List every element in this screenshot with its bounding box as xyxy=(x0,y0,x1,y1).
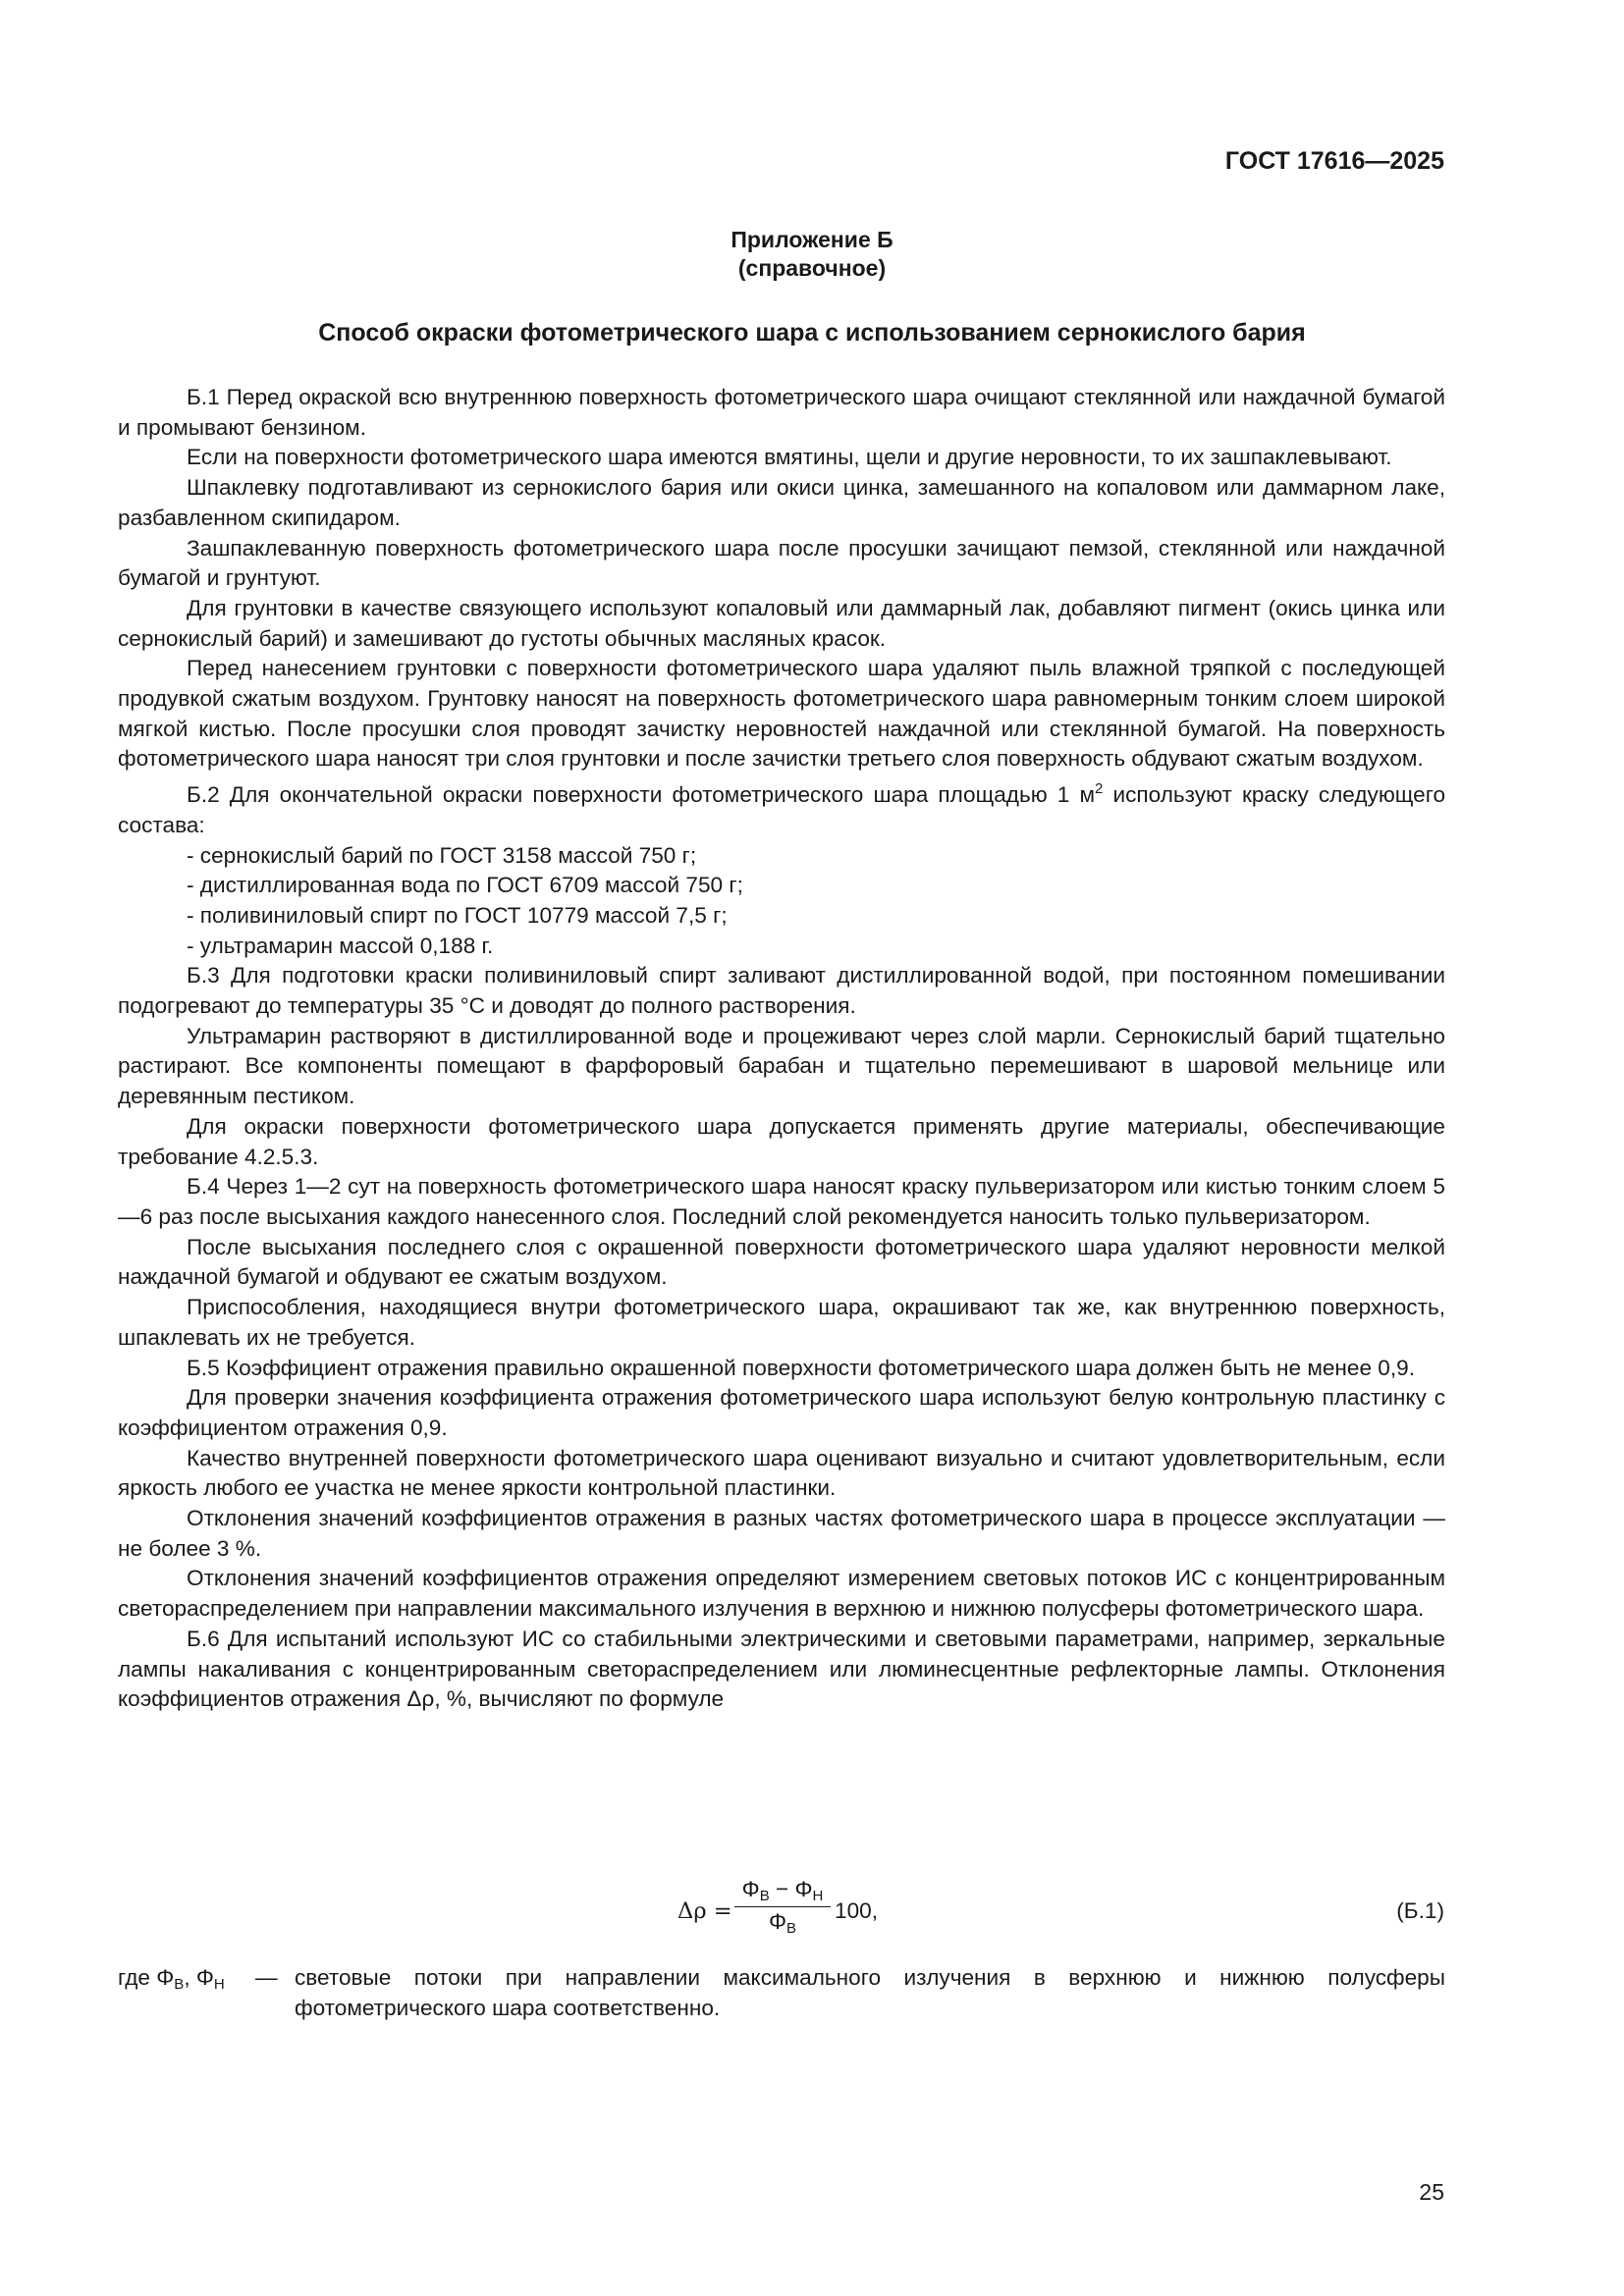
list-item: - дистиллированная вода по ГОСТ 6709 массой 750 г; xyxy=(187,873,743,898)
formula-number: (Б.1) xyxy=(1396,1898,1444,1923)
paragraph: Приспособления, находящиеся внутри фотометрического шара, окрашивают так же, как внутреннюю поверхность, шпаклевать их не требуется. xyxy=(118,1295,1445,1350)
paragraph: Качество внутренней поверхности фотометрического шара оценивают визуально и считают удовлетворительным, если яркость любого ее участка не менее яркости контрольной пластинки. xyxy=(118,1445,1445,1501)
legend-dash: — xyxy=(255,1965,278,1990)
list-item: - ультрамарин массой 0,188 г. xyxy=(187,933,494,958)
paragraph: Перед нанесением грунтовки с поверхности фотометрического шара удаляют пыль влажной тряпкой с последующей продувкой сжатым воздухом. Грунтовку наносят на поверхность фотометрического шара равномерным тонким слоем широкой мягкой кистью. После просушки слоя проводят зачистку неровностей наждачной или стеклянной бумагой. На поверхность фотометрического шара наносят три слоя грунтовки и после зачистки третьего слоя поверхность обдувают сжатым воздухом. xyxy=(118,656,1445,772)
appendix-status: (справочное) xyxy=(737,255,887,281)
paragraph-b2 xyxy=(118,774,1445,840)
paragraph: Отклонения значений коэффициентов отражения в разных частях фотометрического шара в процессе эксплуатации — не более 3 %. xyxy=(118,1506,1445,1561)
formula-tail: 100, xyxy=(835,1898,878,1923)
paragraph: Б.1 Перед окраской всю внутреннюю поверхность фотометрического шара очищают стеклянной или наждачной бумагой и промывают бензином. xyxy=(118,385,1445,440)
paragraph: Б.4 Через 1—2 сут на поверхность фотометрического шара наносят краску пульверизатором или кистью тонким слоем 5—6 раз после высыхания каждого нанесенного слоя. Последний слой рекомендуется наносить только пульверизатором. xyxy=(118,1174,1445,1229)
paragraph: Для проверки значения коэффициента отражения фотометрического шара используют белую контрольную пластинку с коэффициентом отражения 0,9. xyxy=(118,1385,1445,1440)
paragraph: Зашпаклеванную поверхность фотометрического шара после просушки зачищают пемзой, стеклянной или наждачной бумагой и грунтуют. xyxy=(118,535,1445,591)
list-item: - поливиниловый спирт по ГОСТ 10779 массой 7,5 г; xyxy=(187,902,728,928)
paragraph: После высыхания последнего слоя с окрашенной поверхности фотометрического шара удаляют неровности мелкой наждачной бумагой и обдувают ее сжатым воздухом. xyxy=(118,1234,1445,1290)
formula-legend xyxy=(118,1963,1445,2023)
formula-lhs: Δρ = xyxy=(677,1898,732,1924)
formula-numerator: $\Phi_В - \Phi_Н$ xyxy=(734,1877,831,1907)
b2-text-after: используют краску следующего состава: xyxy=(118,782,1446,837)
paragraph: Если на поверхности фотометрического шара имеются вмятины, щели и другие неровности, то их зашпаклевывают. xyxy=(187,445,1392,470)
paragraph: Ультрамарин растворяют в дистиллированной воде и процеживают через слой марли. Сернокислый барий тщательно растирают. Все компоненты помещают в фарфоровый барабан и тщательно перемешивают в шаровой мельнице или деревянным пестиком. xyxy=(118,1023,1445,1109)
list-item: - сернокислый барий по ГОСТ 3158 массой 750 г; xyxy=(187,842,697,868)
section-title: Способ окраски фотометрического шара с использованием сернокислого бария xyxy=(318,319,1306,347)
page-number: 25 xyxy=(1419,2179,1444,2205)
formula-denominator: $\Phi_В$ xyxy=(768,1909,797,1937)
paragraph: Для окраски поверхности фотометрического шара допускается применять другие материалы, обеспечивающие требование 4.2.5.3. xyxy=(118,1113,1445,1169)
appendix-heading xyxy=(0,226,1624,283)
paragraph: Б.5 Коэффициент отражения правильно окрашенной поверхности фотометрического шара должен быть не менее 0,9. xyxy=(187,1355,1415,1380)
b2-text-before: Б.2 Для окончательной окраски поверхности фотометрического шара площадью 1 м xyxy=(187,782,1096,808)
paragraph: Отклонения значений коэффициентов отражения определяют измерением световых потоков ИС с концентрированным светораспределением при направлении максимального излучения в верхнюю и нижнюю полусферы фотометрического шара. xyxy=(118,1566,1445,1622)
standard-designation: ГОСТ 17616—2025 xyxy=(1224,147,1444,175)
paragraph: Для грунтовки в качестве связующего используют копаловый или даммарный лак, добавляют пигмент (окись цинка или сернокислый барий) и замешивают до густоты обычных масляных красок. xyxy=(118,595,1445,651)
appendix-title: Приложение Б xyxy=(731,227,893,252)
paragraph: Шпаклевку подготавливают из сернокислого бария или окиси цинка, замешанного на копаловом или даммарном лаке, разбавленном скипидаром. xyxy=(118,475,1445,530)
document-body xyxy=(118,383,1445,1715)
paragraph: Б.3 Для подготовки краски поливиниловый спирт заливают дистиллированной водой, при постоянном помешивании подогревают до температуры 35 °С и доводят до полного растворения. xyxy=(118,963,1445,1019)
paragraph: Б.6 Для испытаний используют ИС со стабильными электрическими и световыми параметрами, например, зеркальные лампы накаливания с концентрированным светораспределением или люминесцентные рефлекторные лампы. Отклонения коэффициентов отражения Δρ, %, вычисляют по формуле xyxy=(118,1626,1445,1712)
legend-text: световые потоки при направлении максимального излучения в верхнюю и нижнюю полусферы фотометрического шара соответственно. xyxy=(295,1965,1445,2020)
formula-b1 xyxy=(0,1873,1624,1961)
b2-superscript: 2 xyxy=(1095,780,1104,798)
formula-fraction xyxy=(734,1877,831,1937)
legend-symbols: где $\Phi_В$, $\Phi_Н$ xyxy=(118,1965,225,1993)
